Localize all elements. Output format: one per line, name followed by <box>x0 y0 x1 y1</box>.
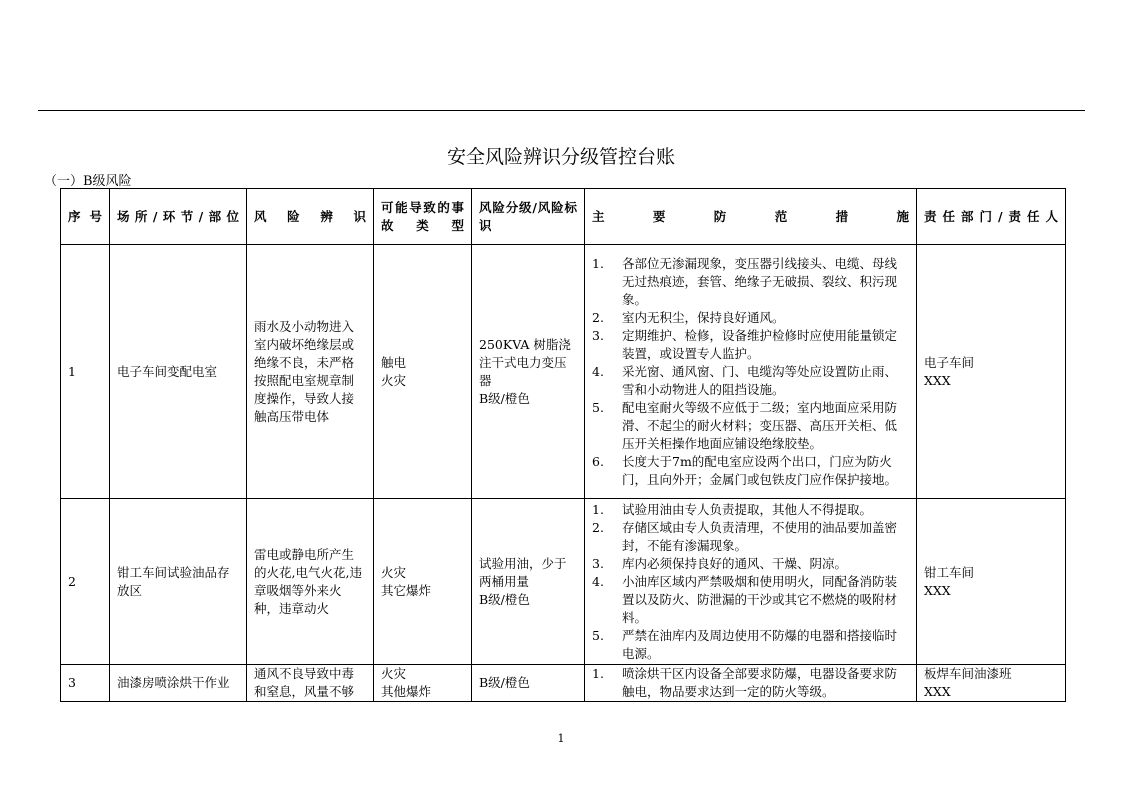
header-dept: 责任部门/责任人 <box>917 189 1066 245</box>
measure-text: 喷涂烘干区内设备全部要求防爆，电器设备要求防触电，物品要求达到一定的防火等级。 <box>622 666 898 699</box>
level-cell <box>472 245 585 499</box>
measure-item <box>592 627 909 663</box>
measure-item <box>592 555 909 573</box>
table-row <box>61 245 1066 499</box>
measures-list <box>592 501 909 663</box>
cell-text: 3 <box>68 675 76 690</box>
measure-item <box>592 573 909 627</box>
measure-item <box>592 501 909 519</box>
cell-text: 钳工车间试验油品存放区 <box>117 564 230 598</box>
risk-level: B级/橙色 <box>479 675 530 690</box>
measure-number: 1. <box>592 255 604 271</box>
responsible: XXX <box>924 684 951 699</box>
accident-type: 火灾 <box>381 564 407 580</box>
measure-text: 定期维护、检修，设备维护检修时应使用能量锁定装置，或设置专人监护。 <box>622 327 898 361</box>
measure-text: 严禁在油库内及周边使用不防爆的电器和搭接临时电源。 <box>622 627 898 661</box>
cell-text: 雷电或静电所产生的火花,电气火花,违章吸烟等外来火种，违章动火 <box>254 546 362 616</box>
cell-text: 通风不良导致中毒和窒息，风量不够 <box>254 666 355 699</box>
accident-type: 触电 <box>381 354 407 370</box>
dept-cell <box>917 245 1066 499</box>
measure-text: 库内必须保持良好的通风、干燥、阴凉。 <box>622 555 848 571</box>
row-number <box>61 665 110 702</box>
accident-cell <box>374 665 472 702</box>
measure-item <box>592 363 909 399</box>
header-place: 场所/环节/部位 <box>110 189 247 245</box>
measure-item <box>592 309 909 327</box>
measure-text: 小油库区域内严禁吸烟和使用明火，同配备消防装置以及防火、防泄漏的干沙或其它不燃烧的吸附材料。 <box>622 573 898 625</box>
measure-item <box>592 399 909 453</box>
risk-level: B级/橙色 <box>479 591 530 607</box>
measure-text: 长度大于7m的配电室应设两个出口，门应为防火门，且向外开；金属门或包铁皮门应作保护接地。 <box>622 453 898 487</box>
measure-number: 4. <box>592 573 604 589</box>
dept-cell <box>917 499 1066 665</box>
table-header-row <box>61 189 1066 245</box>
risk-cell <box>247 665 374 702</box>
section-heading: （一）B级风险 <box>44 174 132 189</box>
measure-number: 1. <box>592 501 604 517</box>
risk-ledger-table <box>60 188 1066 702</box>
responsible: 电子车间 <box>924 354 975 370</box>
risk-cell <box>247 245 374 499</box>
measure-number: 2. <box>592 519 604 535</box>
measure-number: 2. <box>592 309 604 325</box>
cell-text: 1 <box>68 363 76 379</box>
measure-number: 3. <box>592 327 604 343</box>
row-number <box>61 245 110 499</box>
measures-list <box>592 255 909 489</box>
measure-number: 4. <box>592 363 604 379</box>
measure-text: 各部位无渗漏现象，变压器引线接头、电缆、母线无过热痕迹，套管、绝缘子无破损、裂纹、积污现象。 <box>622 255 898 307</box>
header-measures: 主 要 防 范 措 施 <box>585 189 917 245</box>
measure-text: 试验用油由专人负责提取，其他人不得提取。 <box>622 501 873 517</box>
accident-cell <box>374 245 472 499</box>
header-level: 风险分级/风险标识 <box>472 189 585 245</box>
page-title: 安全风险辨识分级管控台账 <box>446 146 675 168</box>
measure-item <box>592 519 909 555</box>
measure-number: 6. <box>592 453 604 469</box>
accident-type: 其它爆炸 <box>381 582 432 598</box>
cell-text: 油漆房喷涂烘干作业 <box>117 675 230 690</box>
level-cell <box>472 499 585 665</box>
risk-level: 250KVA 树脂浇注干式电力变压器 <box>479 336 571 388</box>
cell-text: 雨水及小动物进入室内破坏绝缘层或绝缘不良，未严格按照配电室规章制度操作，导致人接触高压带电体 <box>254 318 355 424</box>
measure-number: 1. <box>592 666 604 681</box>
responsible: 板焊车间油漆班 <box>924 666 1012 681</box>
table-row <box>61 665 1066 702</box>
table-row <box>61 499 1066 665</box>
measure-text: 存储区域由专人负责清理，不使用的油品要加盖密封，不能有渗漏现象。 <box>622 519 898 553</box>
cell-text: 电子车间变配电室 <box>117 363 218 379</box>
accident-cell <box>374 499 472 665</box>
header-rule <box>38 110 1085 111</box>
measure-item <box>592 255 909 309</box>
risk-level: 试验用油，少于两桶用量 <box>479 555 567 589</box>
measure-number: 3. <box>592 555 604 571</box>
measure-text: 配电室耐火等级不应低于二级；室内地面应采用防滑、不起尘的耐火材料；变压器、高压开关柜、低压开关柜操作地面应铺设绝缘胶垫。 <box>622 399 898 451</box>
header-risk: 风 险 辨 识 <box>247 189 374 245</box>
row-number <box>61 499 110 665</box>
measures-cell <box>585 245 917 499</box>
accident-type: 火灾 <box>381 372 407 388</box>
header-accident: 可能导致的事故类型 <box>374 189 472 245</box>
level-cell <box>472 665 585 702</box>
accident-type: 其他爆炸 <box>381 684 432 699</box>
place-cell <box>110 665 247 702</box>
measures-cell <box>585 499 917 665</box>
accident-type: 火灾 <box>381 666 407 681</box>
place-cell <box>110 499 247 665</box>
measure-number: 5. <box>592 627 604 643</box>
cell-text: 2 <box>68 573 76 589</box>
header-no: 序 号 <box>61 189 110 245</box>
measure-item <box>592 453 909 489</box>
responsible: 钳工车间 <box>924 564 975 580</box>
risk-level: B级/橙色 <box>479 390 530 406</box>
dept-cell <box>917 665 1066 702</box>
measures-list <box>592 665 909 701</box>
responsible: XXX <box>924 582 951 598</box>
measure-text: 室内无积尘，保持良好通风。 <box>622 309 785 325</box>
place-cell <box>110 245 247 499</box>
risk-cell <box>247 499 374 665</box>
page-number: 1 <box>557 732 565 745</box>
measure-item <box>592 665 909 701</box>
measure-item <box>592 327 909 363</box>
measure-text: 采光窗、通风窗、门、电缆沟等处应设置防止雨、雪和小动物进人的阻挡设施。 <box>622 363 898 397</box>
responsible: XXX <box>924 372 951 388</box>
measure-number: 5. <box>592 399 604 415</box>
measures-cell <box>585 665 917 702</box>
